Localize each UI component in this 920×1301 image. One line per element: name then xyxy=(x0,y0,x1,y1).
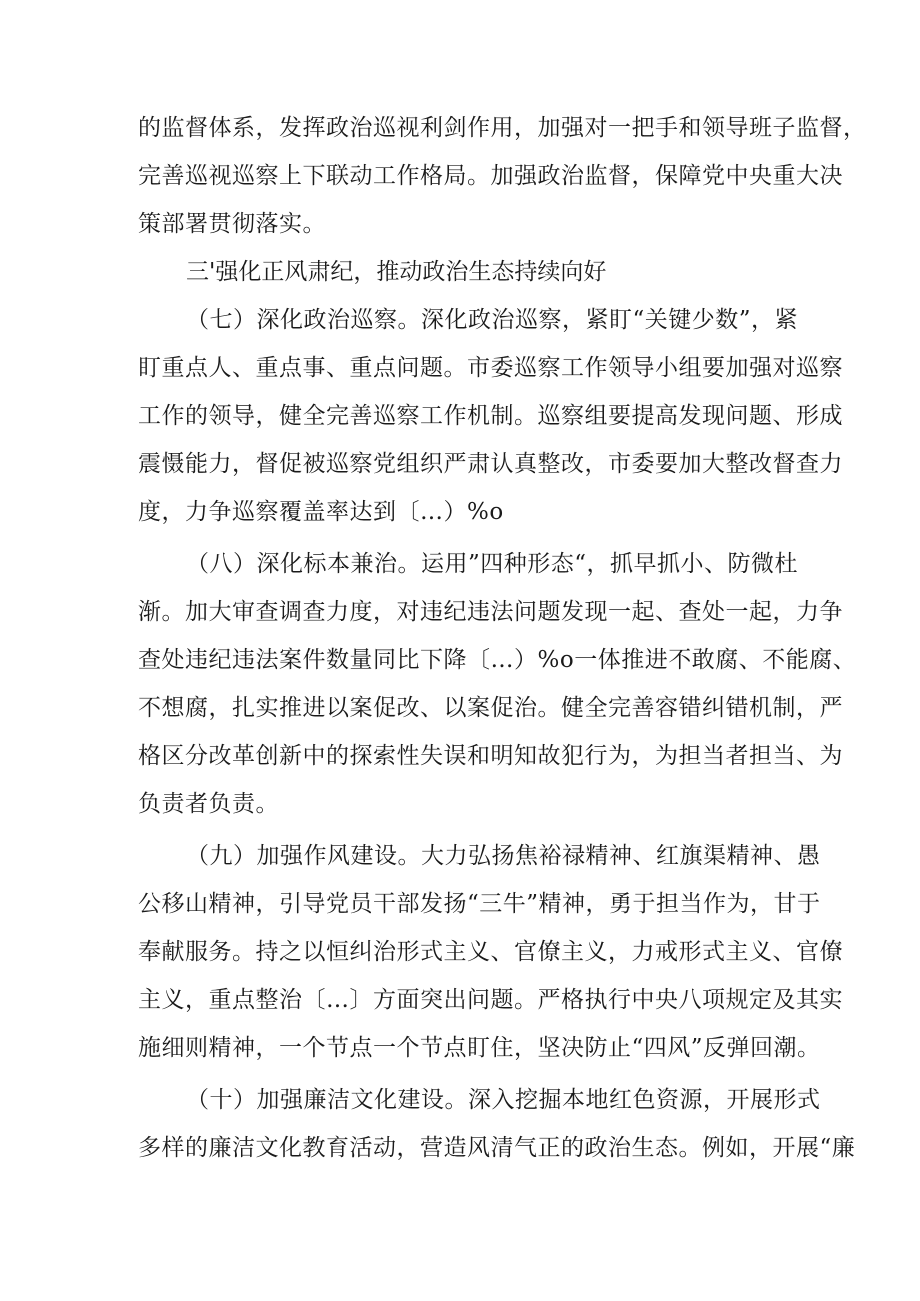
paragraph-line: （八）深化标本兼治。运用”四种形态“，抓早抓小、防微杜 xyxy=(186,551,799,577)
paragraph-line: 主义，重点整治〔…〕方面突出问题。严格执行中央八项规定及其实 xyxy=(138,987,843,1013)
paragraph-line: 负责者负责。 xyxy=(138,791,279,817)
paragraph-line: 渐。加大审查调查力度，对违纪违法问题发现一起、查处一起，力争 xyxy=(138,599,843,625)
paragraph-line: 多样的廉洁文化教育活动，营造风清气正的政治生态。例如，开展“廉 xyxy=(138,1135,856,1161)
paragraph-line: 格区分改革创新中的探索性失误和明知故犯行为，为担当者担当、为 xyxy=(138,743,843,769)
paragraph-line: 公移山精神，引导党员干部发扬“三牛”精神，勇于担当作为，甘于 xyxy=(138,891,821,917)
paragraph-line: （七）深化政治巡察。深化政治巡察，紧盯“关键少数”，紧 xyxy=(186,307,799,333)
paragraph-line: 工作的领导，健全完善巡察工作机制。巡察组要提高发现问题、形成 xyxy=(138,403,843,429)
paragraph-line: 度，力争巡察覆盖率达到〔…）%o xyxy=(138,499,504,525)
paragraph-line: 查处违纪违法案件数量同比下降〔…）%o一体推进不敢腐、不能腐、 xyxy=(138,647,857,673)
paragraph-line: （十）加强廉洁文化建设。深入挖掘本地红色资源，开展形式 xyxy=(186,1087,821,1113)
paragraph-line: 盯重点人、重点事、重点问题。市委巡察工作领导小组要加强对巡察 xyxy=(138,355,843,381)
paragraph-line: （九）加强作风建设。大力弘扬焦裕禄精神、红旗渠精神、愚 xyxy=(186,843,821,869)
paragraph-line: 施细则精神，一个节点一个节点盯住，坚决防止“四风”反弹回潮。 xyxy=(138,1035,821,1061)
paragraph-line: 奉献服务。持之以恒纠治形式主义、官僚主义，力戒形式主义、官僚 xyxy=(138,939,843,965)
paragraph-line: 的监督体系，发挥政治巡视利剑作用，加强对一把手和领导班子监督， xyxy=(138,115,867,141)
paragraph-line: 策部署贯彻落实。 xyxy=(138,211,326,237)
paragraph-line: 不想腐，扎实推进以案促改、以案促治。健全完善容错纠错机制，严 xyxy=(138,695,843,721)
paragraph-line: 震慑能力，督促被巡察党组织严肃认真整改，市委要加大整改督查力 xyxy=(138,451,843,477)
paragraph-line: 完善巡视巡察上下联动工作格局。加强政治监督，保障党中央重大决 xyxy=(138,163,843,189)
section-heading: 三'强化正风肃纪，推动政治生态持续向好 xyxy=(186,259,607,285)
